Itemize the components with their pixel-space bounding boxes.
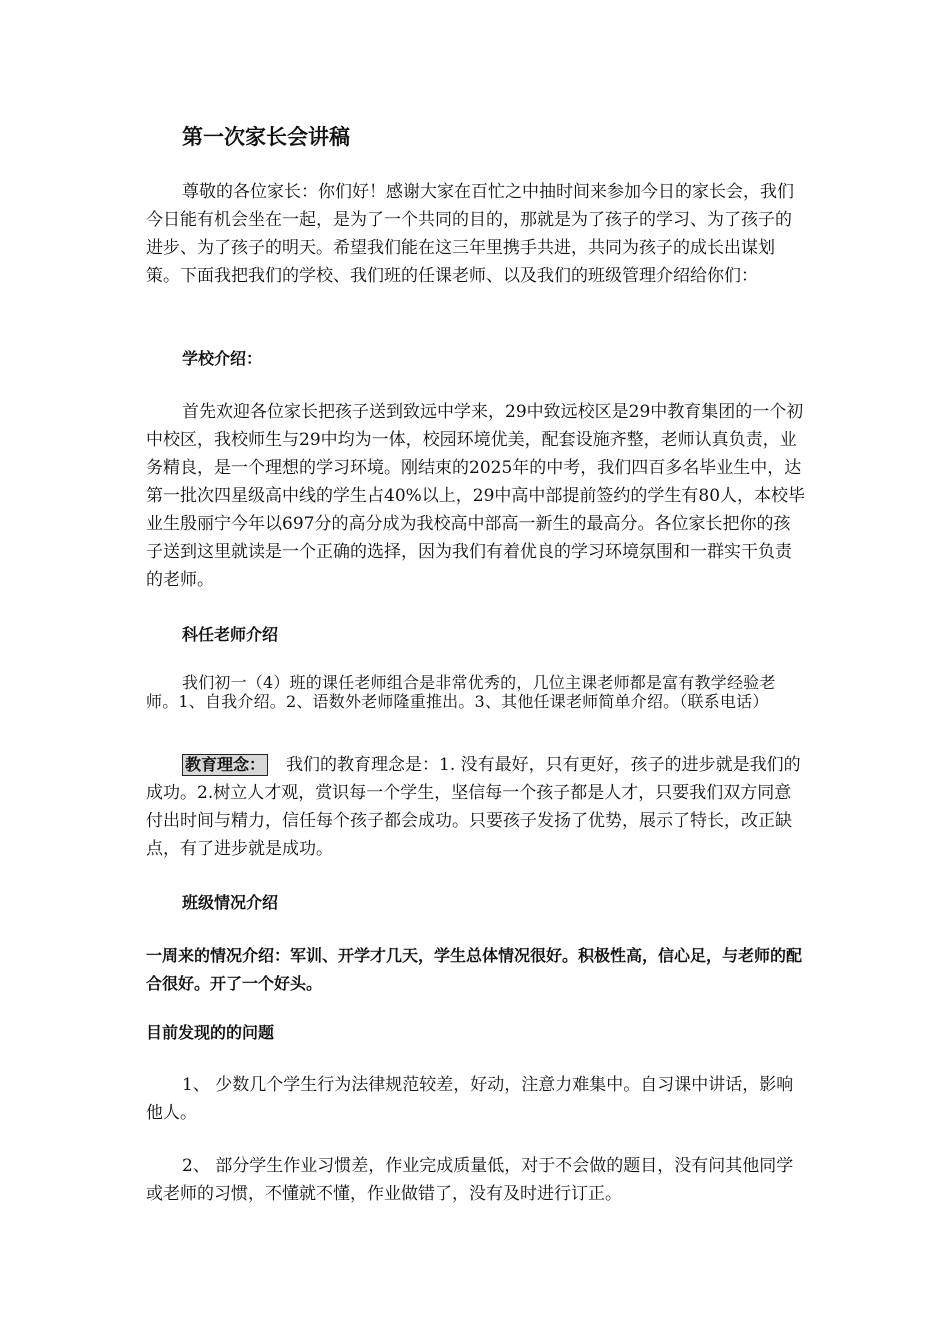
intro-paragraph: 尊敬的各位家长：你们好！感谢大家在百忙之中抽时间来参加今日的家长会，我们今日能有机会坐在一起，是为了一个共同的目的，那就是为了孩子的学习、为了孩子的进步、为了孩子的明天。希望我们能在这三年里携手共进，共同为孩子的成长出谋划策。下面我把我们的学校、我们班的任课老师、以及我们的班级管理介绍给你们： bbox=[146, 182, 794, 286]
problem-item: 2、 部分学生作业习惯差，作业完成质量低，对于不会做的题目，没有问其他同学或老师的习惯，不懂就不懂，作业做错了，没有及时进行订正。 bbox=[146, 1156, 794, 1204]
school-paragraph: 首先欢迎各位家长把孩子送到致远中学来，29中致远校区是29中教育集团的一个初中校区，我校师生与29中均为一体，校园环境优美，配套设施齐整，老师认真负责，业务精良，是一个理想的学习环境。刚结束的2025年的中考，我们四百多名毕业生中，达第一批次四星级高中线的学生占40%以上，29中高中部提前签约的学生有80人，本校毕业生殷丽宁今年以697分的高分成为我校高中部高一新生的最高分。各位家长把你的孩子送到这里就读是一个正确的选择，因为我们有着优良的学习环境氛围和一群实干负责的老师。 bbox=[146, 402, 806, 590]
philosophy-label: 教育理念： bbox=[182, 754, 268, 776]
philosophy-paragraph bbox=[146, 751, 806, 863]
week-summary-paragraph: 一周来的情况介绍：军训、开学才几天，学生总体情况很好。积极性高，信心足，与老师的配合很好。开了一个好头。 bbox=[146, 946, 803, 993]
class-heading: 班级情况介绍 bbox=[182, 893, 279, 912]
document-title: 第一次家长会讲稿 bbox=[182, 125, 350, 149]
school-heading: 学校介绍： bbox=[182, 349, 263, 368]
philosophy-text: 我们的教育理念是：1. 没有最好，只有更好，孩子的进步就是我们的成功。2.树立人才观，赏识每一个学生，坚信每一个孩子都是人才，只要我们双方同意付出时间与精力，信任每个孩子都会成功。只要孩子发扬了优势，展示了特长，改正缺点，有了进步就是成功。 bbox=[146, 755, 801, 859]
teachers-paragraph: 我们初一（4）班的课任老师组合是非常优秀的，几位主课老师都是富有教学经验老师。1、自我介绍。2、语数外老师隆重推出。3、其他任课老师简单介绍。（联系电话） bbox=[146, 673, 776, 711]
problems-heading: 目前发现的的问题 bbox=[146, 1023, 275, 1042]
teachers-heading: 科任老师介绍 bbox=[182, 625, 279, 644]
problem-item: 1、 少数几个学生行为法律规范较差，好动，注意力难集中。自习课中讲话，影响他人。 bbox=[146, 1075, 794, 1123]
